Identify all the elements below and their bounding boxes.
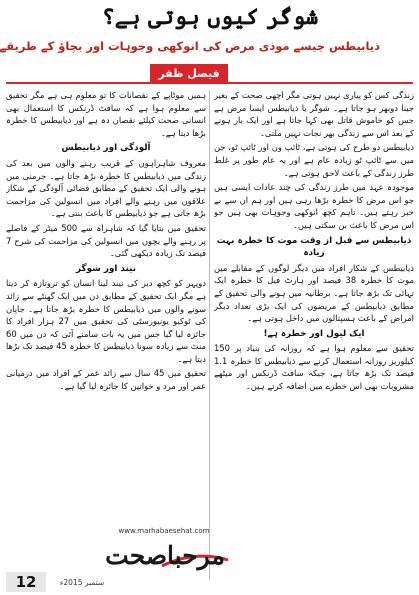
right-column xyxy=(214,89,414,509)
page-number: 12 xyxy=(6,572,46,592)
paragraph: تحقیق میں بتایا گیا کہ شاہراہ سے 500 میٹر کے فاصلے پر رہنے والے بچوں میں انسولین کی مزاحمت کی شرح 7 فیصد تک زیادہ دیکھی گئی۔ xyxy=(6,222,206,259)
paragraph: تحقیق میں 45 سال سے زائد عمر کے افراد میں درمیانی عمر اور مرد و خواتین کا جائزہ لیا گیا ہے۔ xyxy=(6,368,206,392)
column-divider xyxy=(209,90,210,580)
section-heading: ذیابیطس سے قبل از وقت موت کا خطرہ بہت زیادہ xyxy=(216,235,412,259)
issue-date: ستمبر 2015ء xyxy=(59,578,105,587)
paragraph: معروف شاہراہوں کے قریب رہنے والوں میں بعد کی زندگی میں ذیابیطس کا خطرہ بڑھ جاتا ہے۔ جرمنی میں ہونے والی ایک تحقیق کے مطابق فضائی آلودگی کے شکار علاقوں میں رہنے والے افراد میں انسولین کی مزاحمت بڑھ جاتی ہے جو ذیابیطس کا باعث بنتی ہے۔ xyxy=(6,157,206,219)
paragraph: زندگی کس کو پیاری نہیں ہوتی مگر اچھی صحت کے بغیر جینا دوبھر ہو جاتا ہے۔ شوگر یا ذیابیطس ایسا مرض ہے جس کو خاموش قاتل بھی کہا جاتا ہے اور ایک بار ہونے کے بعد اس سے زندگی بھر نجات نہیں ملتی۔ xyxy=(214,90,414,138)
website-url: www.marhabaesehat.com xyxy=(118,527,210,535)
paragraph: ذیابیطس کے شکار افراد میں دیگر لوگوں کے مقابلے میں موت کا خطرہ 38 فیصد اور ہارٹ فیل کا خطرہ ایک تہائی تک بڑھ جاتا ہے۔ برطانیہ میں ہونے والی تحقیق کے مطابق ذیابیطس کے مریضوں کی ایک بڑی تعداد دیگر امراض کے باعث ہسپتالوں میں داخل ہوتی ہے۔ xyxy=(214,262,414,324)
brand-logo: مرحباصحت xyxy=(105,541,225,570)
paragraph: ہمیں موٹاپے کے نقصانات کا تو معلوم ہی ہے مگر تحقیق سے معلوم ہوا ہے کہ سافٹ ڈرنکس کا استعمال بھی انسانی صحت کیلئے نقصان دہ ہے اور ذیابیطس کا خطرہ بڑھا دیتا ہے۔ xyxy=(6,90,206,138)
paragraph: ذیابیطس دو طرح کی ہوتی ہے، ٹائپ ون اور ٹائپ ٹو، جن میں سے ٹائپ ٹو زیادہ عام ہے اور یہ عام طور پر غلط طرز زندگی کے باعث لاحق ہوتی ہے۔ xyxy=(214,142,414,178)
article-title: شوگر کیوں ہوتی ہے؟ xyxy=(101,4,319,30)
paragraph: دوپہر کو کچھ دیر کی نیند لینا انسان کو تروتازہ کر دیتا ہے مگر ایک تحقیق کے مطابق دن میں ایک گھنٹے سے زائد سونے والوں میں ذیابیطس کا خطرہ بڑھ جاتا ہے۔ جاپان کی ٹوکیو یونیورسٹی کی تحقیق میں 27 ہزار افراد کا جائزہ لیا گیا جس میں یہ بات سامنے آئی کہ دن میں 60 منٹ سے زیادہ سونا ذیابیطس کا خطرہ 45 فیصد تک بڑھا دیتا ہے۔ xyxy=(6,278,206,364)
paragraph: موجودہ عہد میں طرز زندگی کی چند عادات ایسی ہیں جو اس مرض کا خطرہ بڑھا رہی ہیں اور ہم ان سے بے خبر رہتے ہیں۔ تاہم کچھ انوکھی وجوہات بھی ہیں جو اس مرض کا باعث بن سکتی ہیں۔ xyxy=(214,182,414,230)
section-heading: آلودگی اور ذیابیطس xyxy=(61,143,151,154)
section-heading: ایک لیول اور خطرہ ہے! xyxy=(263,328,365,339)
header-rule xyxy=(6,82,413,84)
author-badge: فیصل ظفر xyxy=(150,64,228,83)
paragraph: تحقیق سے معلوم ہوا ہے کہ روزانہ کی بنیاد پر 150 کیلوریز روزانہ استعمال کرنے سے ذیابیطس کا خطرہ 1.1 فیصد تک بڑھ جاتا ہے، جبکہ سافٹ ڈرنکس اور میٹھے مشروبات بھی اس خطرے میں اضافہ کرتے ہیں۔ xyxy=(214,343,414,392)
section-heading: نیند اور شوگر xyxy=(76,263,136,274)
left-column xyxy=(6,89,206,509)
article-subtitle: ذیابیطس جیسے موذی مرض کی انوکھی وجوہات اور بچاؤ کے طریقے xyxy=(0,39,380,53)
